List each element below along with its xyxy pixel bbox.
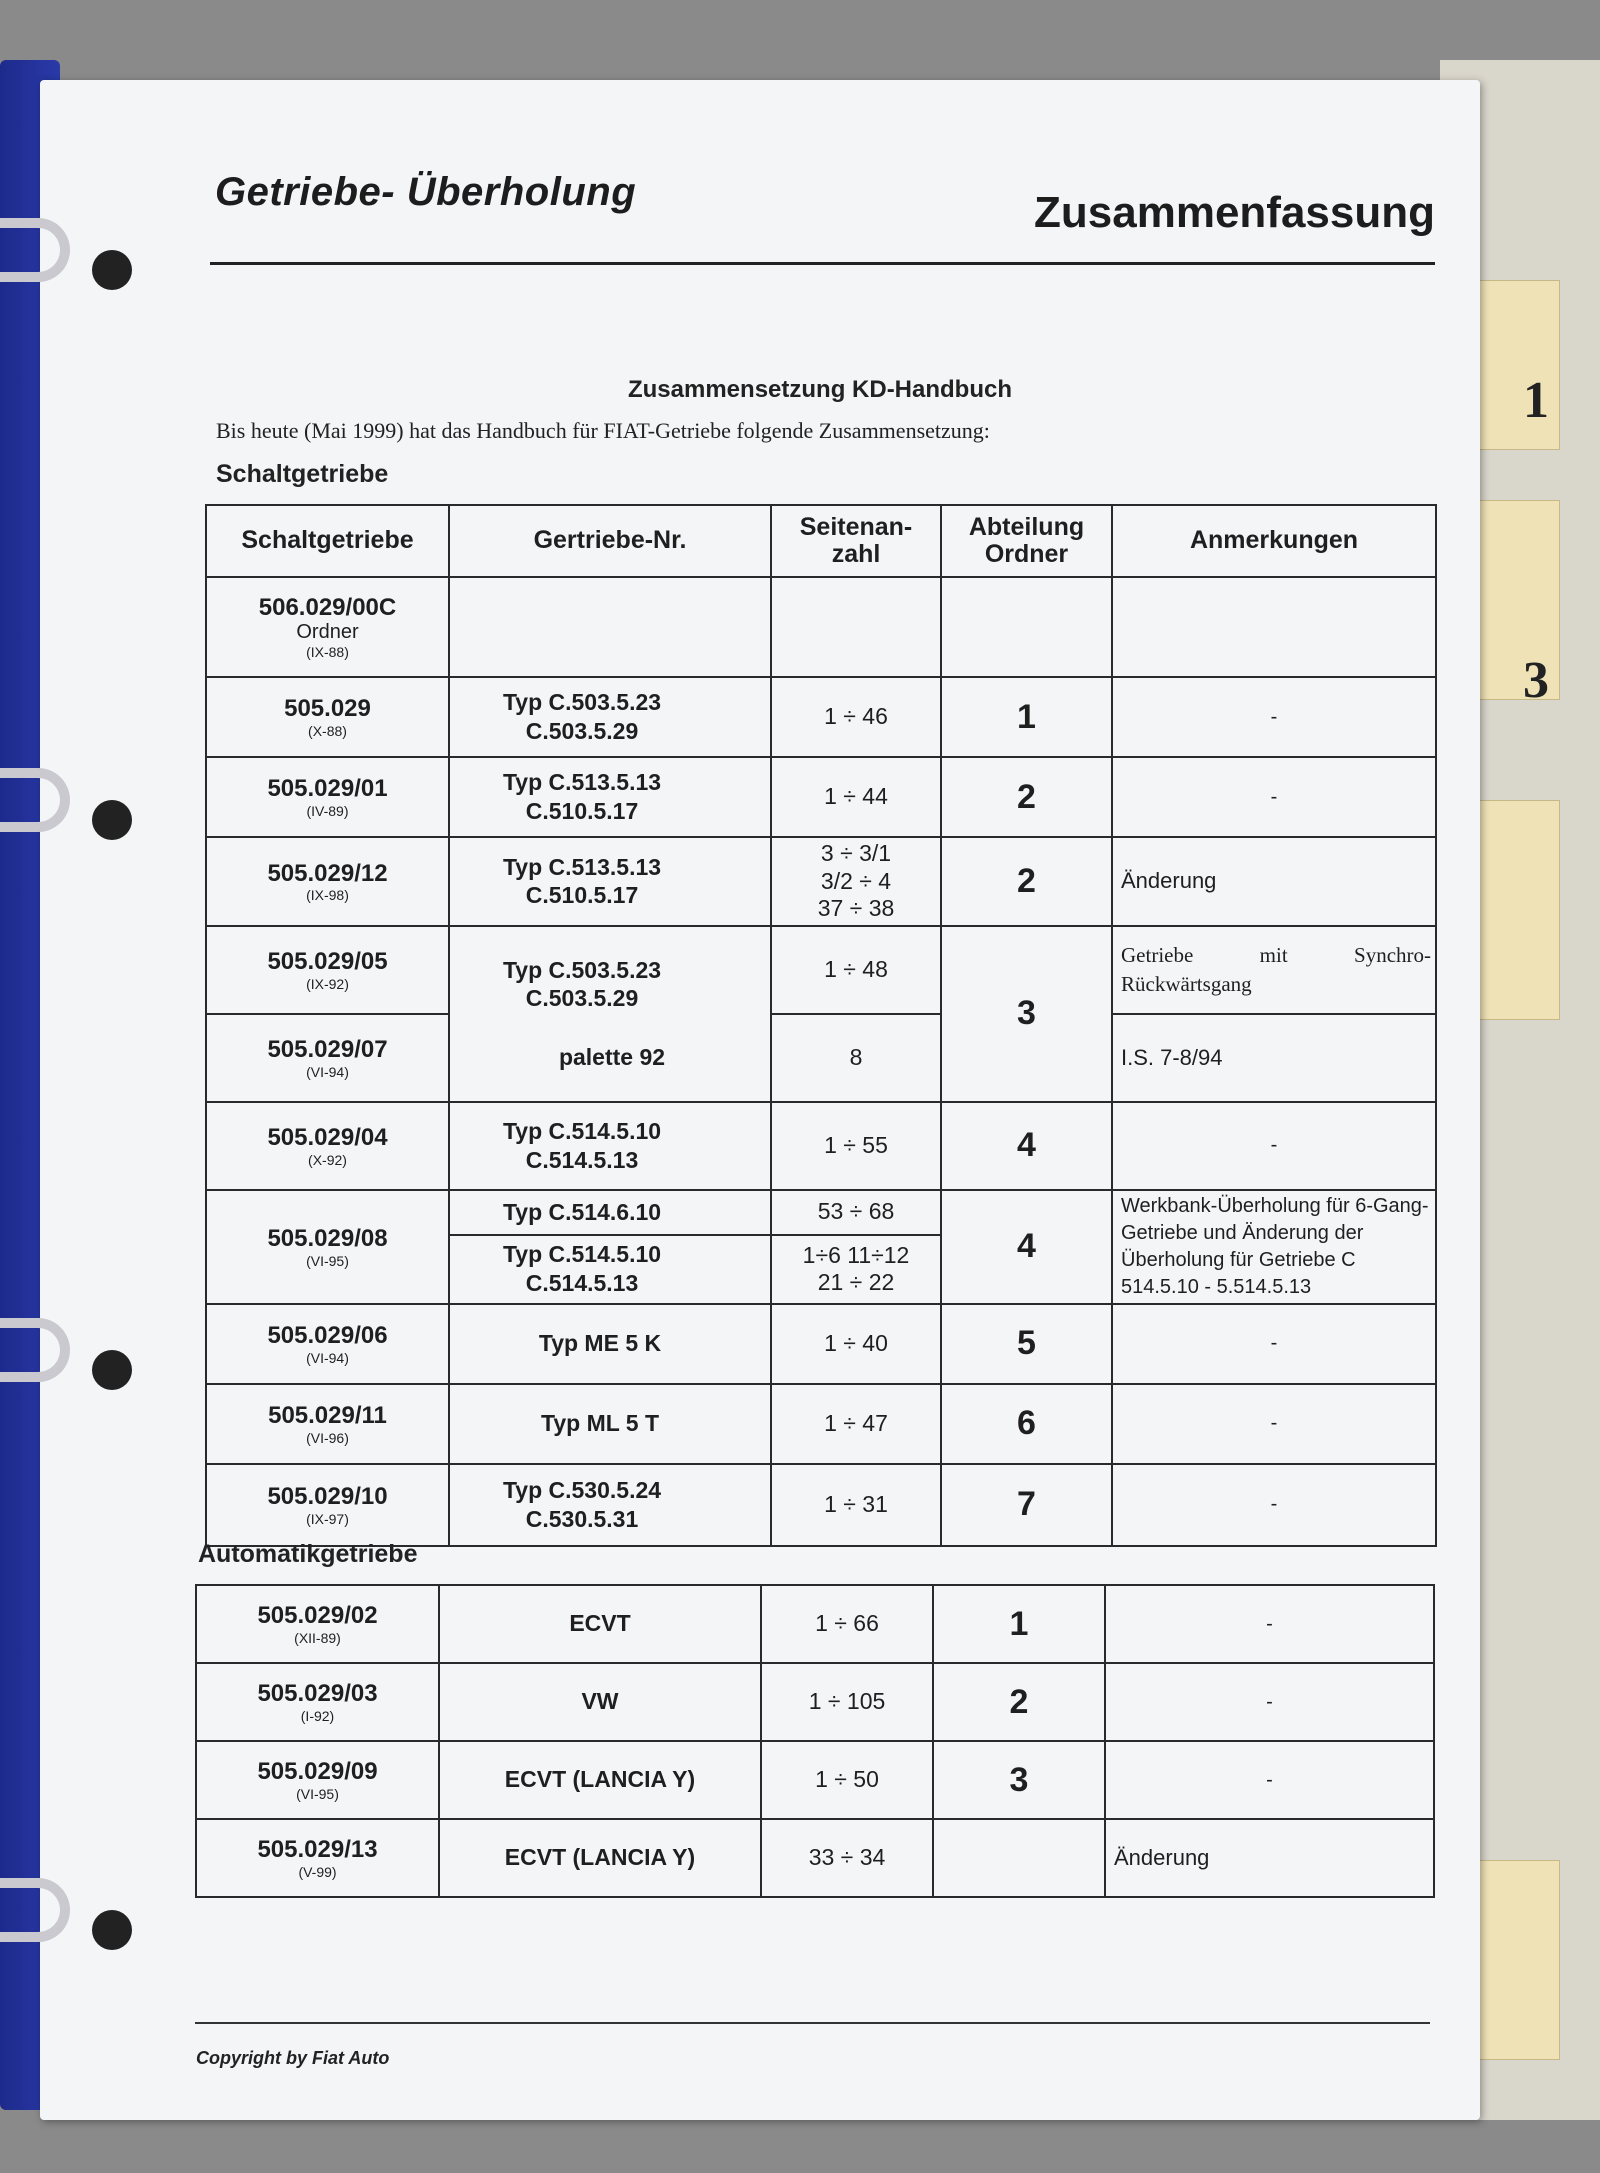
table-row xyxy=(206,837,1436,926)
code-cell: 505.029 (X-88) xyxy=(206,677,449,757)
register-tab-3[interactable]: 3 xyxy=(1470,500,1560,700)
type-cell: ECVT (LANCIA Y) xyxy=(439,1819,761,1897)
code-cell: 506.029/00C Ordner (IX-88) xyxy=(206,577,449,677)
pages-cell: 33 ÷ 34 xyxy=(761,1819,933,1897)
column-header: Schaltgetriebe xyxy=(206,505,449,577)
table-row xyxy=(206,1014,1436,1102)
table-header-row xyxy=(206,505,1436,577)
document-subtitle: Zusammensetzung KD-Handbuch xyxy=(627,376,1013,403)
pages-cell: 3 ÷ 3/1 3/2 ÷ 4 37 ÷ 38 xyxy=(771,837,941,926)
intro-sentence: Bis heute (Mai 1999) hat das Handbuch für FIAT-Getriebe folgende Zusammensetzung: xyxy=(216,418,990,443)
ordner-cell: 7 xyxy=(941,1464,1112,1546)
code-cell: 505.029/12 (IX-98) xyxy=(206,837,449,926)
table-row xyxy=(206,757,1436,837)
table-row xyxy=(206,1464,1436,1546)
table-row xyxy=(196,1663,1434,1741)
copyright-footer: Copyright by Fiat Auto xyxy=(196,2048,390,2068)
note-cell: Getriebe mit Synchro-Rückwärtsgang xyxy=(1112,926,1436,1014)
ordner-cell: 2 xyxy=(941,757,1112,837)
note-cell: I.S. 7-8/94 xyxy=(1112,1014,1436,1102)
type-cell: Typ ME 5 K xyxy=(449,1304,771,1384)
ordner-cell: 3 xyxy=(933,1741,1105,1819)
pages-cell: 1 ÷ 66 xyxy=(761,1585,933,1663)
ordner-cell: 1 xyxy=(941,677,1112,757)
table-row xyxy=(196,1585,1434,1663)
table-row xyxy=(206,1102,1436,1190)
table-row xyxy=(206,577,1436,677)
code-cell: 505.029/09 (VI-95) xyxy=(196,1741,439,1819)
note-cell: - xyxy=(1112,1384,1436,1464)
pages-cell: 1 ÷ 44 xyxy=(771,757,941,837)
type-cell: Typ C.514.5.10 C.514.5.13 xyxy=(449,1102,771,1190)
note-cell: - xyxy=(1112,1102,1436,1190)
ordner-cell: 6 xyxy=(941,1384,1112,1464)
note-cell: Werkbank-Überholung für 6-Gang-Getriebe und Änderung der Überholung für Getriebe C 514.5.10 - 5.514.5.13 xyxy=(1112,1190,1436,1304)
table-row xyxy=(206,1190,1436,1235)
table-row xyxy=(196,1741,1434,1819)
header-right-title: Zusammenfassung xyxy=(1034,188,1435,237)
register-tab-blank[interactable] xyxy=(1470,800,1560,1020)
type-cell: ECVT xyxy=(439,1585,761,1663)
note-cell: - xyxy=(1105,1663,1434,1741)
ordner-cell: 2 xyxy=(941,837,1112,926)
pages-cell: 1 ÷ 55 xyxy=(771,1102,941,1190)
type-cell xyxy=(449,577,771,677)
pages-cell: 1 ÷ 46 xyxy=(771,677,941,757)
type-cell: Typ C.503.5.23 C.503.5.29 xyxy=(449,677,771,757)
pages-cell: 8 xyxy=(771,1014,941,1102)
section-label-manual: Schaltgetriebe xyxy=(216,460,389,488)
ordner-cell: 5 xyxy=(941,1304,1112,1384)
binder-ring xyxy=(0,218,70,282)
note-cell: - xyxy=(1105,1741,1434,1819)
type-cell: ECVT (LANCIA Y) xyxy=(439,1741,761,1819)
code-cell: 505.029/08 (VI-95) xyxy=(206,1190,449,1304)
code-cell: 505.029/11 (VI-96) xyxy=(206,1384,449,1464)
header-rule xyxy=(210,262,1435,265)
code-cell: 505.029/05 (IX-92) xyxy=(206,926,449,1014)
column-header: Abteilung Ordner xyxy=(941,505,1112,577)
punch-hole xyxy=(92,1350,132,1390)
type-cell: Typ C.530.5.24 C.530.5.31 xyxy=(449,1464,771,1546)
punch-hole xyxy=(92,800,132,840)
pages-cell: 1 ÷ 31 xyxy=(771,1464,941,1546)
pages-cell: 1 ÷ 105 xyxy=(761,1663,933,1741)
type-cell: VW xyxy=(439,1663,761,1741)
type-cell: Typ C.514.6.10 xyxy=(449,1190,771,1235)
note-cell xyxy=(1112,577,1436,677)
pages-cell: 1 ÷ 50 xyxy=(761,1741,933,1819)
column-header: Seitenan- zahl xyxy=(771,505,941,577)
register-tab-1[interactable]: 1 xyxy=(1470,280,1560,450)
manual-gearbox-table xyxy=(205,504,1437,1547)
code-cell: 505.029/07 (VI-94) xyxy=(206,1014,449,1102)
type-cell: Typ C.513.5.13 C.510.5.17 xyxy=(449,757,771,837)
column-header: Gertriebe-Nr. xyxy=(449,505,771,577)
pages-cell: 1 ÷ 47 xyxy=(771,1384,941,1464)
note-cell: - xyxy=(1112,1464,1436,1546)
ordner-cell: 2 xyxy=(933,1663,1105,1741)
type-cell: Typ C.503.5.23 C.503.5.29 palette 92 xyxy=(449,926,771,1102)
binder-ring xyxy=(0,1878,70,1942)
code-cell: 505.029/01 (IV-89) xyxy=(206,757,449,837)
ordner-cell: 4 xyxy=(941,1190,1112,1304)
note-cell: Änderung xyxy=(1105,1819,1434,1897)
type-cell: Typ C.513.5.13 C.510.5.17 xyxy=(449,837,771,926)
binder-ring xyxy=(0,768,70,832)
code-cell: 505.029/10 (IX-97) xyxy=(206,1464,449,1546)
section-label-automatic: Automatikgetriebe xyxy=(198,1540,418,1568)
table-row xyxy=(206,1304,1436,1384)
type-cell: Typ C.514.5.10 C.514.5.13 xyxy=(449,1235,771,1304)
note-cell: Änderung xyxy=(1112,837,1436,926)
ordner-cell: 1 xyxy=(933,1585,1105,1663)
code-cell: 505.029/13 (V-99) xyxy=(196,1819,439,1897)
note-cell: - xyxy=(1112,757,1436,837)
table-row xyxy=(206,1384,1436,1464)
code-cell: 505.029/04 (X-92) xyxy=(206,1102,449,1190)
ordner-cell: 4 xyxy=(941,1102,1112,1190)
ordner-cell: 3 xyxy=(941,926,1112,1102)
type-cell: Typ ML 5 T xyxy=(449,1384,771,1464)
pages-cell: 1 ÷ 40 xyxy=(771,1304,941,1384)
punch-hole xyxy=(92,250,132,290)
note-cell: - xyxy=(1105,1585,1434,1663)
column-header: Anmerkungen xyxy=(1112,505,1436,577)
ordner-cell xyxy=(941,577,1112,677)
code-cell: 505.029/02 (XII-89) xyxy=(196,1585,439,1663)
ordner-cell xyxy=(933,1819,1105,1897)
table-row xyxy=(206,926,1436,1014)
register-tab-blank-lower[interactable] xyxy=(1470,1860,1560,2060)
pages-cell xyxy=(771,577,941,677)
binder-ring xyxy=(0,1318,70,1382)
code-cell: 505.029/03 (I-92) xyxy=(196,1663,439,1741)
automatic-gearbox-table xyxy=(195,1584,1435,1898)
header-left-title: Getriebe- Überholung xyxy=(215,170,637,214)
note-cell: - xyxy=(1112,677,1436,757)
punch-hole xyxy=(92,1910,132,1950)
pages-cell: 1÷6 11÷12 21 ÷ 22 xyxy=(771,1235,941,1304)
pages-cell: 53 ÷ 68 xyxy=(771,1190,941,1235)
table-row xyxy=(206,677,1436,757)
code-cell: 505.029/06 (VI-94) xyxy=(206,1304,449,1384)
note-cell: - xyxy=(1112,1304,1436,1384)
footer-rule xyxy=(195,2022,1430,2024)
pages-cell: 1 ÷ 48 xyxy=(771,926,941,1014)
table-row xyxy=(196,1819,1434,1897)
